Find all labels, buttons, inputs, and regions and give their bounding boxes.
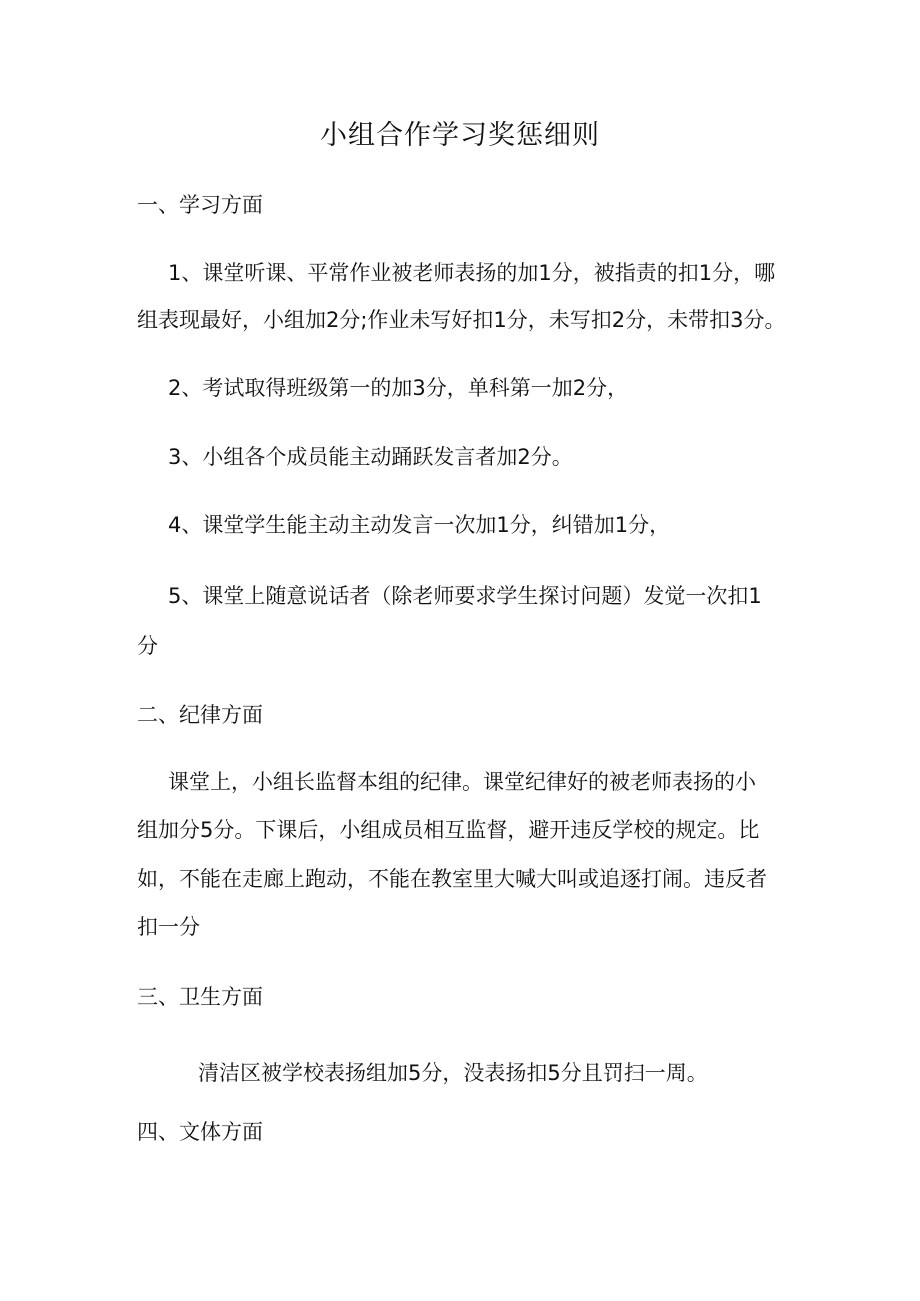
study-rule-3: 3、小组各个成员能主动踊跃发言者加2分。 [168,445,573,469]
study-rule-1-line-2: 组表现最好，小组加2分;作业未写好扣1分，未写扣2分，未带扣3分。 [137,308,786,332]
section-heading-study: 一、学习方面 [137,193,263,217]
study-rule-5-line-1: 5、课堂上随意说话者（除老师要求学生探讨问题）发觉一次扣1 [168,584,762,608]
section-heading-sports-arts: 四、文体方面 [137,1120,263,1144]
section-heading-hygiene: 三、卫生方面 [137,985,263,1009]
discipline-text-line-4: 扣一分 [137,915,200,939]
study-rule-4: 4、课堂学生能主动主动发言一次加1分，纠错加1分， [168,513,671,537]
section-heading-discipline: 二、纪律方面 [137,703,263,727]
study-rule-2: 2、考试取得班级第一的加3分，单科第一加2分， [168,376,629,400]
discipline-text-line-1: 课堂上，小组长监督本组的纪律。课堂纪律好的被老师表扬的小 [168,770,756,794]
document-title: 小组合作学习奖惩细则 [320,120,600,151]
discipline-text-line-3: 如，不能在走廊上跑动，不能在教室里大喊大叫或追逐打闹。违反者 [137,867,767,891]
discipline-text-line-2: 组加分5分。下课后，小组成员相互监督，避开违反学校的规定。比 [137,818,760,842]
study-rule-1-line-1: 1、课堂听课、平常作业被老师表扬的加1分，被指责的扣1分，哪 [168,261,776,285]
study-rule-5-line-2: 分 [137,634,158,658]
hygiene-rule: 清洁区被学校表扬组加5分，没表扬扣5分且罚扫一周。 [198,1061,708,1085]
